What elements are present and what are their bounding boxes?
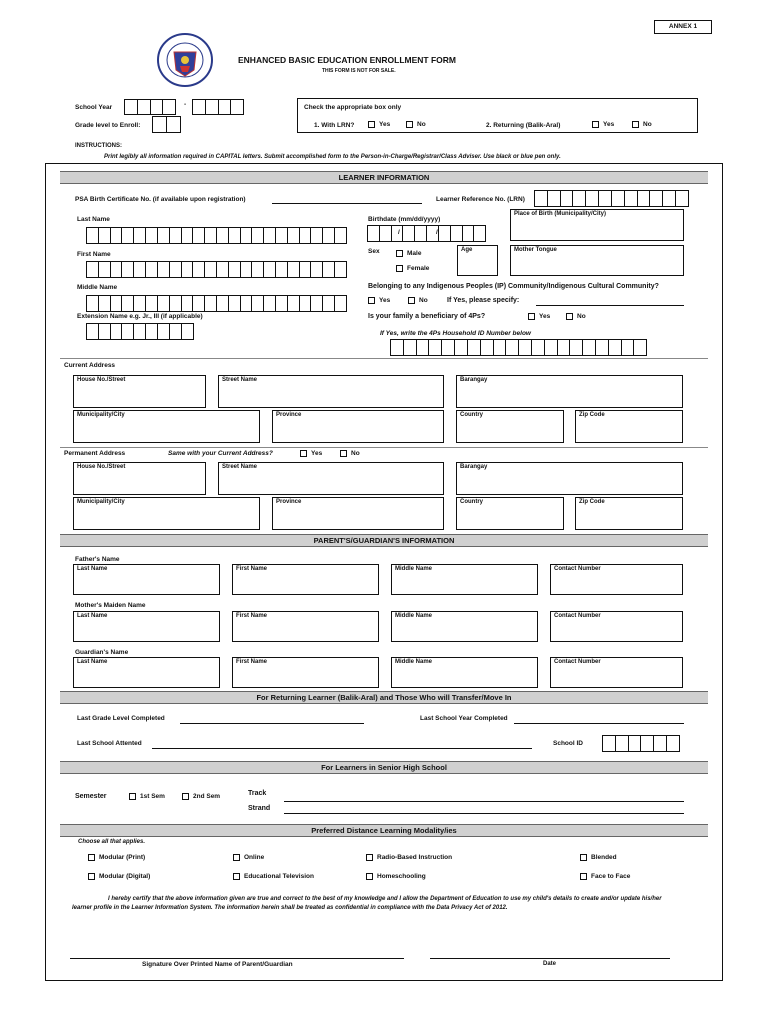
checkbox-icon[interactable] (88, 873, 95, 880)
fourps-no-option[interactable]: No (566, 312, 586, 321)
form-subtitle: THIS FORM IS NOT FOR SALE. (322, 68, 396, 74)
checkbox-icon[interactable] (366, 873, 373, 880)
sex-female-option[interactable]: Female (396, 264, 429, 273)
checkbox-icon[interactable] (528, 313, 535, 320)
guardian-contact-input[interactable]: Contact Number (550, 657, 683, 688)
current-zip-input[interactable]: Zip Code (575, 410, 683, 443)
school-year-label: School Year (75, 104, 113, 111)
guardian-last-input[interactable]: Last Name (73, 657, 220, 688)
birthdate-input[interactable] (367, 225, 485, 242)
school-year-start-input[interactable] (124, 99, 175, 115)
birthdate-slash: / (436, 229, 438, 236)
last-sy-input[interactable] (514, 723, 684, 724)
birthdate-slash: / (398, 229, 400, 236)
first-name-label: First Name (77, 251, 111, 258)
section-divider (60, 358, 708, 359)
mother-last-input[interactable]: Last Name (73, 611, 220, 642)
checkbox-icon[interactable] (566, 313, 573, 320)
certification-text: I hereby certify that the above information given are true and correct to the best of my knowledge and I allow the Department of Education to use my child's details to create and/or update his/her learner profile in the Learner Information System. The information herein shall be treated as confidential in compliance with the Data Privacy Act of 2012. (72, 896, 662, 911)
second-sem-option[interactable]: 2nd Sem (182, 792, 220, 801)
fourps-id-input[interactable] (390, 339, 646, 356)
checkbox-icon[interactable] (233, 873, 240, 880)
checkbox-icon[interactable] (340, 450, 347, 457)
modality-option-modular-print[interactable]: Modular (Print) (88, 853, 145, 862)
guardian-name-label: Guardian's Name (75, 649, 129, 656)
school-id-input[interactable] (602, 735, 679, 752)
first-sem-option[interactable]: 1st Sem (129, 792, 165, 801)
track-label: Track (248, 790, 267, 797)
current-barangay-input[interactable]: Barangay (456, 375, 683, 408)
school-year-dash: - (184, 101, 187, 108)
father-last-input[interactable]: Last Name (73, 564, 220, 595)
strand-label: Strand (248, 805, 271, 812)
place-of-birth-input[interactable]: Place of Birth (Municipality/City) (510, 209, 684, 241)
returning-yes-option[interactable]: Yes (592, 120, 614, 129)
returning-no-option[interactable]: No (632, 120, 652, 129)
middle-name-label: Middle Name (77, 284, 118, 291)
mother-name-label: Mother's Maiden Name (75, 602, 146, 609)
first-name-input[interactable] (86, 261, 346, 278)
checkbox-icon[interactable] (592, 121, 599, 128)
ip-no-option[interactable]: No (408, 296, 428, 305)
checkbox-icon[interactable] (406, 121, 413, 128)
mother-first-input[interactable]: First Name (232, 611, 379, 642)
instructions-heading: INSTRUCTIONS: (75, 143, 122, 149)
sex-label: Sex (368, 248, 380, 255)
permanent-country-input[interactable]: Country (456, 497, 564, 530)
modality-option-radio[interactable]: Radio-Based Instruction (366, 853, 452, 862)
lrn-yes-option[interactable]: Yes (368, 120, 390, 129)
permanent-province-input[interactable]: Province (272, 497, 444, 530)
checkbox-icon[interactable] (182, 793, 189, 800)
lrn-no-option[interactable]: No (406, 120, 426, 129)
signature-input[interactable] (70, 958, 404, 959)
permanent-zip-input[interactable]: Zip Code (575, 497, 683, 530)
checkbox-icon[interactable] (396, 265, 403, 272)
checkbox-icon[interactable] (300, 450, 307, 457)
modality-option-tv[interactable]: Educational Television (233, 872, 314, 881)
current-house-input[interactable]: House No./Street (73, 375, 206, 408)
form-title: ENHANCED BASIC EDUCATION ENROLLMENT FORM (238, 55, 457, 65)
checkbox-icon[interactable] (632, 121, 639, 128)
strand-input[interactable] (284, 813, 684, 814)
last-name-input[interactable] (86, 227, 346, 244)
last-grade-label: Last Grade Level Completed (77, 715, 165, 722)
last-sy-label: Last School Year Completed (420, 715, 508, 722)
mother-tongue-input[interactable]: Mother Tongue (510, 245, 684, 276)
guardian-first-input[interactable]: First Name (232, 657, 379, 688)
modality-instruction: Choose all that applies. (78, 839, 146, 845)
checkbox-icon[interactable] (396, 250, 403, 257)
deped-seal-icon (150, 30, 220, 90)
last-school-input[interactable] (152, 748, 532, 749)
date-input[interactable] (430, 958, 670, 959)
lrn-label: Learner Reference No. (LRN) (436, 196, 525, 203)
modality-option-face-to-face[interactable]: Face to Face (580, 872, 630, 881)
lrn-question: 1. With LRN? (314, 122, 355, 129)
checkbox-icon[interactable] (366, 854, 373, 861)
birthdate-label: Birthdate (mm/dd/yyyy) (368, 216, 441, 223)
ip-specify-input[interactable] (536, 305, 684, 306)
permanent-street-input[interactable]: Street Name (218, 462, 444, 495)
ip-specify-label: If Yes, please specify: (447, 297, 520, 304)
last-school-label: Last School Attented (77, 740, 142, 747)
checkbox-icon[interactable] (233, 854, 240, 861)
father-name-label: Father's Name (75, 556, 120, 563)
permanent-house-input[interactable]: House No./Street (73, 462, 206, 495)
section-divider (60, 447, 708, 448)
modality-option-online[interactable]: Online (233, 853, 264, 862)
age-input[interactable]: Age (457, 245, 498, 276)
returning-section-header: For Returning Learner (Balik-Aral) and Those Who will Transfer/Move In (60, 691, 708, 704)
current-street-input[interactable]: Street Name (218, 375, 444, 408)
modality-section-header: Preferred Distance Learning Modality/ies (60, 824, 708, 837)
sex-male-option[interactable]: Male (396, 249, 421, 258)
fourps-yes-option[interactable]: Yes (528, 312, 550, 321)
checkbox-icon[interactable] (368, 297, 375, 304)
guardian-middle-input[interactable]: Middle Name (391, 657, 538, 688)
ip-question: Belonging to any Indigenous Peoples (IP) Community/Indigenous Cultural Community? (368, 283, 659, 290)
modality-option-homeschooling[interactable]: Homeschooling (366, 872, 426, 881)
same-no-option[interactable]: No (340, 449, 360, 458)
fourps-question: Is your family a beneficiary of 4Ps? (368, 313, 486, 320)
check-instruction: Check the appropriate box only (304, 104, 402, 111)
same-yes-option[interactable]: Yes (300, 449, 322, 458)
permanent-barangay-input[interactable]: Barangay (456, 462, 683, 495)
parents-section-header: PARENT'S/GUARDIAN'S INFORMATION (60, 534, 708, 547)
current-municipality-input[interactable]: Municipality/City (73, 410, 260, 443)
current-province-input[interactable]: Province (272, 410, 444, 443)
shs-section-header: For Learners in Senior High School (60, 761, 708, 774)
mother-contact-input[interactable]: Contact Number (550, 611, 683, 642)
father-middle-input[interactable]: Middle Name (391, 564, 538, 595)
current-country-input[interactable]: Country (456, 410, 564, 443)
father-contact-input[interactable]: Contact Number (550, 564, 683, 595)
grade-level-label: Grade level to Enroll: (75, 122, 141, 129)
father-first-input[interactable]: First Name (232, 564, 379, 595)
returning-question: 2. Returning (Balik-Aral) (486, 122, 561, 129)
same-address-question: Same with your Current Address? (168, 450, 273, 457)
psa-input[interactable] (272, 203, 422, 204)
grade-level-input[interactable] (152, 116, 180, 133)
checkbox-icon[interactable] (580, 854, 587, 861)
last-grade-input[interactable] (180, 723, 364, 724)
ip-yes-option[interactable]: Yes (368, 296, 390, 305)
checkbox-icon[interactable] (129, 793, 136, 800)
current-address-label: Current Address (64, 362, 116, 369)
fourps-id-label: If Yes, write the 4Ps Household ID Number below (380, 330, 531, 337)
track-input[interactable] (284, 801, 684, 802)
signature-label: Signature Over Printed Name of Parent/Guardian (142, 961, 293, 968)
modality-option-modular-digital[interactable]: Modular (Digital) (88, 872, 150, 881)
learner-section-header: LEARNER INFORMATION (60, 171, 708, 184)
school-year-end-input[interactable] (192, 99, 243, 115)
date-label: Date (543, 961, 557, 967)
lrn-input[interactable] (534, 190, 688, 207)
permanent-municipality-input[interactable]: Municipality/City (73, 497, 260, 530)
semester-label: Semester (75, 793, 107, 800)
extension-label: Extension Name e.g. Jr., III (if applicable) (77, 313, 203, 320)
checkbox-icon[interactable] (88, 854, 95, 861)
last-name-label: Last Name (77, 216, 110, 223)
checkbox-icon[interactable] (408, 297, 415, 304)
school-id-label: School ID (553, 740, 583, 747)
extension-input[interactable] (86, 323, 192, 340)
checkbox-icon[interactable] (368, 121, 375, 128)
middle-name-input[interactable] (86, 295, 346, 312)
instructions-text: Print legibly all information required in CAPITAL letters. Submit accomplished form to the Person-in-Charge/Registrar/Class Adviser. Use black or blue pen only. (104, 154, 561, 160)
annex-label: ANNEX 1 (654, 20, 712, 34)
mother-middle-input[interactable]: Middle Name (391, 611, 538, 642)
psa-label: PSA Birth Certificate No. (if available upon registration) (75, 196, 246, 203)
checkbox-icon[interactable] (580, 873, 587, 880)
modality-option-blended[interactable]: Blended (580, 853, 617, 862)
permanent-address-label: Permanent Address (64, 450, 126, 457)
